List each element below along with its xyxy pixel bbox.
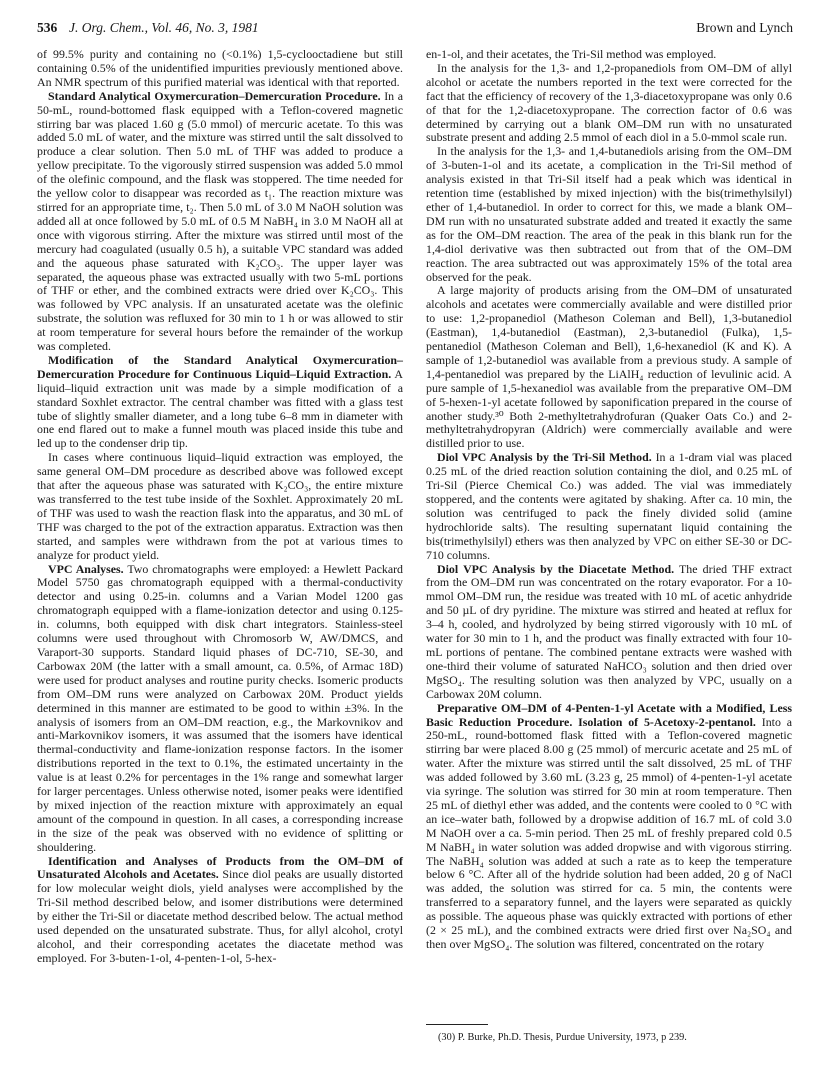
right-column: [426, 48, 792, 952]
left-column: [37, 48, 403, 966]
section-heading: VPC Analyses.: [48, 561, 124, 576]
paragraph: [426, 451, 792, 562]
paragraph-text: In a 50-mL, round-bottomed flask equipped with a Teflon-covered magnetic stirring bar was placed 1.60 g (5.0 mmol) of mercuric acetate. To this was added 5.0 mL of water, and the mixture was stirred until the salt dissolved to produce a clear solution. Then 5.0 mL of THF was added to produce a yellow precipitate. To the vigorously stirred suspension was added 5.0 mmol of the olefinic compound, and the flask was stoppered. The time needed for the yellow color to disappear was recorded as t₁. The reaction mixture was stirred for an appropriate time, t₂. Then 5.0 mL of 3.0 M NaOH solution was added all at once followed by 5.0 mL of 0.5 M NaBH₄ in 3.0 M NaOH all at once with vigorous stirring. After the mixture was stirred until most of the mercury had coagulated (usually 0.5 h), a suitable VPC standard was added and the aqueous phase saturated with K₂CO₃. The upper layer was separated, the aqueous phase was extracted usually with two 5-mL portions of THF or ether, and the combined extracts were dried over K₂CO₃. This was followed by VPC analysis. If an unsaturated acetate was the olefinic substrate, the solution was refluxed for 30 min to 1 h or was allowed to stir at room temperature for several hours before the remainder of the workup was completed.: [37, 88, 404, 354]
paragraph: A large majority of products arising from the OM–DM of unsaturated alcohols and acetates were commercially available and were distilled prior to use: 1,2-propanediol (Matheson Coleman and Bell), 1,3-butanediol (Eastman), 1,4-butanediol (Eastman), 2,3-butanediol (Fulka), 1,5-pentanediol (Matheson Coleman and Bell), 1,6-hexanediol (K and K). A sample of 1,2-butanediol was available from a previous study. A sample of 1,4-pentanediol was prepared by the LiAlH₄ reduction of levulinic acid. A pure sample of 1,5-hexanediol was available from the preparative OM–DM of 5-hexen-1-yl acetate followed by saponification prepared in the course of another study.³⁰ Both 2-methyltetrahydrofuran (Quaker Oats Co.) and 2-methyltetrahydropyran (Aldrich) were commercially available and were distilled prior to use.: [426, 283, 792, 451]
paragraph: In the analysis for the 1,3- and 1,2-propanediols from OM–DM of allyl alcohol or acetate the numbers reported in the text were corrected for the fact that the efficiency of recovery of the 1,3-diacetoxypropane was only 0.6 of that for the 1,2-diacetoxypropane. The correction factor of 0.6 was determined by carrying out a blank OM–DM run with no unsaturated substrate present and adding 2.5 mmol of each diol in a 5.0-mmol scale run.: [426, 60, 792, 145]
paragraph-text: Two chromatographs were employed: a Hewlett Packard Model 5750 gas chromatograph equipped with a thermal-conductivity detector and using 0.25-in. columns and a Varian Model 1200 gas chromatograph equipped with a flame-ionization detector and using 0.125-in. columns, both equipped with disk chart integrators. Stainless-steel columns were used throughout with Chromosorb W, AW/DMCS, and Varaport-30 supports. Standard liquid phases of DC-710, SE-30, and Carbowax 20M (the latter with a small amount, ca. 0.5%, of Armac 18D) were used for product analyses and routine purity checks. Isomeric products from OM–DM runs were analyzed on Carbowax 20M. Product yields determined in this manner are estimated to be good to within ±3%. In the analysis of isomers from an OM–DM reaction, e.g., the Markovnikov and anti-Markovnikov isomers, it was assumed that the isomers have identical thermal-conductivity and flame-ionization response factors. In the isomer distributions reported in the text to 0.1%, the estimated uncertainty in the value is at least 0.2% for percentages in the 1% range and somewhat larger for larger percentages. Unless otherwise noted, isomer peaks were identified by mixed injection of the reaction mixture with approximately an equal amount of the compound in question. In all cases, a corresponding increase in the size of the peak was observed with no evidence of splitting or shouldering.: [37, 561, 403, 854]
footnote-rule: [426, 1024, 488, 1025]
paragraph: [37, 354, 403, 451]
section-heading: Modification of the Standard Analytical Oxymercuration–Demercuration Procedure for Continuous Liquid–Liquid Extraction.: [37, 352, 403, 381]
footnote: (30) P. Burke, Ph.D. Thesis, Purdue University, 1973, p 239.: [438, 1032, 687, 1043]
section-heading: Diol VPC Analysis by the Tri-Sil Method.: [437, 450, 652, 465]
paragraph: [37, 855, 403, 966]
section-heading: Identification and Analyses of Products from the OM–DM of Unsaturated Alcohols and Acetates.: [37, 853, 403, 882]
paragraph: [37, 563, 403, 855]
section-heading: Preparative OM–DM of 4-Penten-1-yl Acetate with a Modified, Less Basic Reduction Procedure. Isolation of 5-Acetoxy-2-pentanol.: [426, 700, 792, 729]
paragraph: In the analysis for the 1,3- and 1,4-butanediols arising from the OM–DM of 3-buten-1-ol and its acetate, a complication in the Tri-Sil method of analysis existed in that Tri-Sil itself had a peak which was identical in retention time (established by mixed injection) with the bis(trimethylsilyl) ether of 1,4-butanediol. In order to correct for this, we made a blank OM–DM run with no unsaturated substrate added and treated it exactly the same as for the OM–DM reaction. The area of the peak in this blank run for the 1,4-diol derivative was then subtracted out from that of the OM–DM reaction. The area subtracted out was approximately 15% of the total area observed for the peak.: [426, 144, 792, 284]
section-heading: Standard Analytical Oxymercuration–Demercuration Procedure.: [48, 88, 381, 103]
paragraph-text: In a 1-dram vial was placed 0.25 mL of the dried reaction solution containing the diol, and 0.25 mL of Tri-Sil (Pierce Chemical Co.) was added. The vial was immediately stoppered, and the contents were agitated by shaking. After ca. 10 min, the solution was centrifuged to pack the finely divided solid (amine hydrochloride salts). The resulting supernatant liquid containing the bis(trimethylsilyl) ethers was then analyzed by VPC on either SE-30 or DC-710 columns.: [426, 450, 792, 562]
paragraph-text: Since diol peaks are usually distorted for low molecular weight diols, yield analyses were accomplished by the Tri-Sil method described below, and isomer distributions were determined by either the Tri-Sil or diacetate method described below. The actual method used depended on the unsaturated substrate. Thus, for allyl alcohol, crotyl alcohol, and their corresponding acetates the diacetate method was employed. For 3-buten-1-ol, 4-penten-1-ol, 5-hex-: [37, 867, 403, 965]
paragraph-text: The dried THF extract from the OM–DM run was concentrated on the rotary evaporator. For a 10-mmol OM–DM run, the residue was treated with 10 mL of acetic anhydride and 50 µL of dry pyridine. The mixture was stirred and heated at reflux for 3–4 h, cooled, and hydrolyzed by being stirred vigorously with 10 mL of water for 30 min to 1 h, and the product was finally extracted with four 10-mL portions of pentane. The combined pentane extracts were washed with one-third their volume of saturated NaHCO₃ solution and then dried over MgSO₄. The resulting solution was then analyzed by VPC, usually on a Carbowax 20M column.: [426, 561, 792, 701]
paragraph: [426, 702, 792, 952]
paragraph: In cases where continuous liquid–liquid extraction was employed, the same general OM–DM procedure as described above was followed except that after the aqueous phase was saturated with K₂CO₃, the entire mixture was transferred to the test tube inside of the Soxhlet. Approximately 20 mL of THF was used to wash the reaction flask into the apparatus, and 30 mL of THF was charged to the pot of the extraction apparatus. Extraction was then started, and samples were withdrawn from the pot at various times to analyze for product yield.: [37, 450, 403, 562]
paragraph-text: Into a 250-mL, round-bottomed flask fitted with a Teflon-covered magnetic stirring bar were placed 8.00 g (25 mmol) of mercuric acetate and 25 mL of water. After the mixture was stirred until the salt dissolved, 25 mL of THF was added followed by 3.60 mL (3.23 g, 25 mmol) of 4-penten-1-yl acetate via syringe. The solution was stirred for 30 min at room temperature. Then 25 mL of diethyl ether was added, and the contents were cooled to 0 °C with an ice–water bath, followed by a dropwise addition of 16.7 mL of cold 3.0 M NaOH over a ca. 5-min period. Then 25 mL of freshly prepared cold 0.5 M NaBH₄ in water solution was added dropwise and with vigorous stirring. The NaBH₄ solution was added at such a rate as to keep the temperature below 6 °C. After all of the hydride solution had been added, 20 g of NaCl was added, the solution was stirred for ca. 5 min, the contents were transferred to a separatory funnel, and the layers were separated as quickly as possible. The aqueous phase was quickly extracted with portions of ether (2 × 25 mL), and the combined extracts were dried first over Na₂SO₄ and then over MgSO₄. The solution was filtered, concentrated on the rotary: [426, 714, 792, 951]
running-authors: Brown and Lynch: [696, 20, 793, 35]
paragraph: [426, 563, 792, 702]
paragraph: en-1-ol, and their acetates, the Tri-Sil method was employed.: [426, 47, 717, 61]
paragraph-text: A liquid–liquid extraction unit was made by a simple modification of a standard Soxhlet extractor. The central chamber was fitted with a glass test tube of slightly smaller diameter, and a long tube 6–8 mm in diameter with one end flared out to make a funnel mouth was placed inside this tube and led up to the condenser drip tip.: [37, 366, 403, 451]
paragraph: of 99.5% purity and containing no (<0.1%) 1,5-cyclooctadiene but still containing 0.5% of the unidentified impurities previously mentioned above. An NMR spectrum of this purified material was identical with that reported.: [37, 47, 403, 89]
journal-citation: J. Org. Chem., Vol. 46, No. 3, 1981: [69, 20, 259, 35]
section-heading: Diol VPC Analysis by the Diacetate Method.: [437, 561, 675, 576]
running-header: [37, 20, 793, 40]
paragraph: [37, 90, 403, 354]
page-number: 536: [37, 20, 58, 35]
